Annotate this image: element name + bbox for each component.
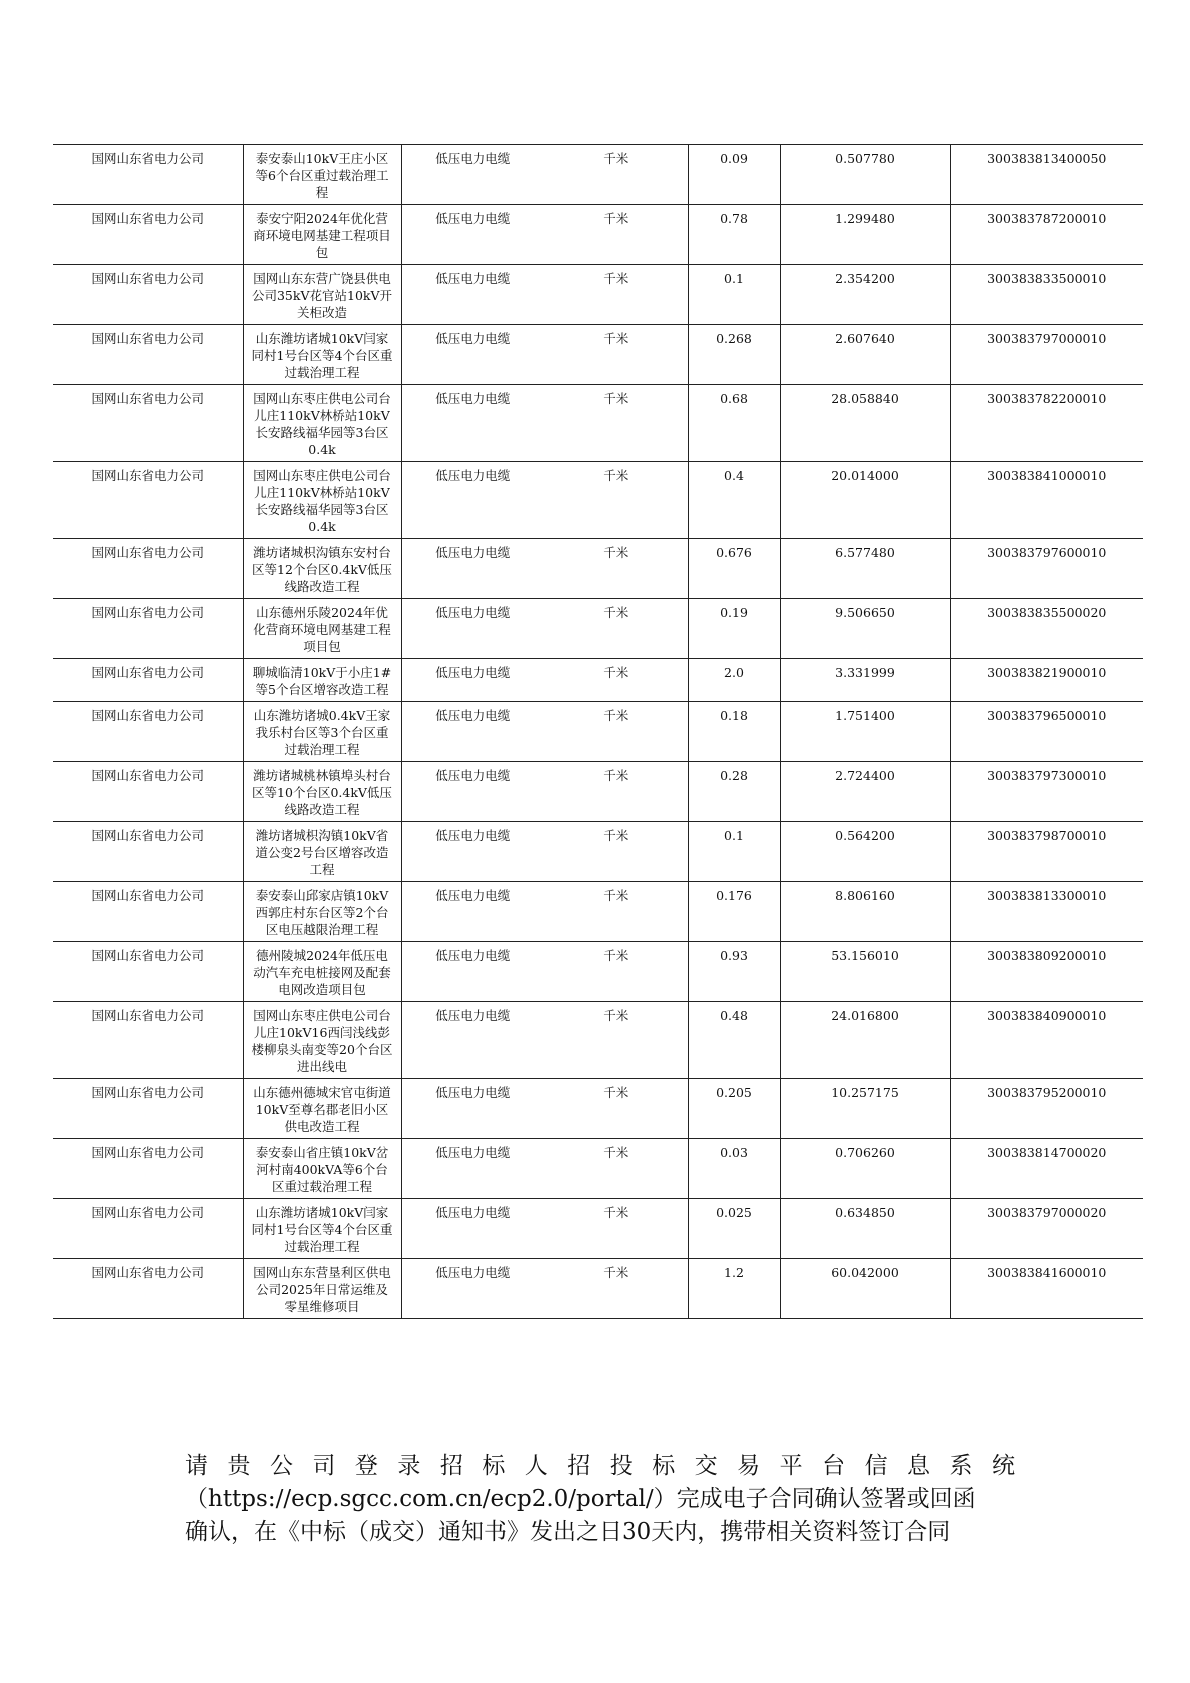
amount-cell: 9.506650 bbox=[780, 599, 950, 659]
table-row bbox=[53, 1259, 1143, 1319]
code-cell: 300383797000020 bbox=[950, 1199, 1143, 1259]
table-row bbox=[53, 1139, 1143, 1199]
company-cell: 国网山东省电力公司 bbox=[53, 822, 243, 882]
material-cell: 低压电力电缆 bbox=[401, 702, 544, 762]
amount-cell: 1.751400 bbox=[780, 702, 950, 762]
amount-cell: 0.634850 bbox=[780, 1199, 950, 1259]
unit-cell: 千米 bbox=[544, 1079, 688, 1139]
material-cell: 低压电力电缆 bbox=[401, 822, 544, 882]
code-cell: 300383797600010 bbox=[950, 539, 1143, 599]
table-row bbox=[53, 145, 1143, 205]
quantity-cell: 0.205 bbox=[688, 1079, 780, 1139]
notice-line-2: （https://ecp.sgcc.com.cn/ecp2.0/portal/）完成电子合同确认签署或回函 bbox=[185, 1486, 976, 1512]
project-name-cell: 泰安泰山邱家店镇10kV西郭庄村东台区等2个台区电压越限治理工程 bbox=[243, 882, 401, 942]
unit-cell: 千米 bbox=[544, 822, 688, 882]
code-cell: 300383813400050 bbox=[950, 145, 1143, 205]
project-name-cell: 山东德州乐陵2024年优化营商环境电网基建工程项目包 bbox=[243, 599, 401, 659]
unit-cell: 千米 bbox=[544, 265, 688, 325]
material-cell: 低压电力电缆 bbox=[401, 1199, 544, 1259]
unit-cell: 千米 bbox=[544, 1002, 688, 1079]
material-cell: 低压电力电缆 bbox=[401, 599, 544, 659]
unit-cell: 千米 bbox=[544, 599, 688, 659]
material-cell: 低压电力电缆 bbox=[401, 205, 544, 265]
project-name-cell: 泰安宁阳2024年优化营商环境电网基建工程项目包 bbox=[243, 205, 401, 265]
unit-cell: 千米 bbox=[544, 539, 688, 599]
material-cell: 低压电力电缆 bbox=[401, 462, 544, 539]
table-row bbox=[53, 1079, 1143, 1139]
unit-cell: 千米 bbox=[544, 1259, 688, 1319]
unit-cell: 千米 bbox=[544, 762, 688, 822]
code-cell: 300383795200010 bbox=[950, 1079, 1143, 1139]
quantity-cell: 0.68 bbox=[688, 385, 780, 462]
quantity-cell: 0.09 bbox=[688, 145, 780, 205]
quantity-cell: 0.18 bbox=[688, 702, 780, 762]
table-row bbox=[53, 462, 1143, 539]
company-cell: 国网山东省电力公司 bbox=[53, 762, 243, 822]
project-name-cell: 潍坊诸城枳沟镇10kV省道公变2号台区增容改造工程 bbox=[243, 822, 401, 882]
code-cell: 300383821900010 bbox=[950, 659, 1143, 702]
amount-cell: 3.331999 bbox=[780, 659, 950, 702]
unit-cell: 千米 bbox=[544, 882, 688, 942]
unit-cell: 千米 bbox=[544, 462, 688, 539]
table-row bbox=[53, 822, 1143, 882]
code-cell: 300383782200010 bbox=[950, 385, 1143, 462]
project-name-cell: 山东潍坊诸城10kV闫家同村1号台区等4个台区重过载治理工程 bbox=[243, 325, 401, 385]
code-cell: 300383797300010 bbox=[950, 762, 1143, 822]
company-cell: 国网山东省电力公司 bbox=[53, 659, 243, 702]
company-cell: 国网山东省电力公司 bbox=[53, 385, 243, 462]
unit-cell: 千米 bbox=[544, 702, 688, 762]
code-cell: 300383841000010 bbox=[950, 462, 1143, 539]
project-name-cell: 国网山东枣庄供电公司台儿庄110kV林桥站10kV长安路线福华园等3台区0.4k bbox=[243, 462, 401, 539]
amount-cell: 0.507780 bbox=[780, 145, 950, 205]
company-cell: 国网山东省电力公司 bbox=[53, 1079, 243, 1139]
quantity-cell: 0.676 bbox=[688, 539, 780, 599]
quantity-cell: 0.93 bbox=[688, 942, 780, 1002]
quantity-cell: 1.2 bbox=[688, 1259, 780, 1319]
company-cell: 国网山东省电力公司 bbox=[53, 1199, 243, 1259]
company-cell: 国网山东省电力公司 bbox=[53, 1002, 243, 1079]
table-row bbox=[53, 882, 1143, 942]
project-name-cell: 潍坊诸城枳沟镇东安村台区等12个台区0.4kV低压线路改造工程 bbox=[243, 539, 401, 599]
project-name-cell: 山东潍坊诸城0.4kV王家我乐村台区等3个台区重过载治理工程 bbox=[243, 702, 401, 762]
amount-cell: 60.042000 bbox=[780, 1259, 950, 1319]
quantity-cell: 0.4 bbox=[688, 462, 780, 539]
material-cell: 低压电力电缆 bbox=[401, 145, 544, 205]
amount-cell: 0.706260 bbox=[780, 1139, 950, 1199]
quantity-cell: 0.48 bbox=[688, 1002, 780, 1079]
code-cell: 300383798700010 bbox=[950, 822, 1143, 882]
project-name-cell: 聊城临清10kV于小庄1#等5个台区增容改造工程 bbox=[243, 659, 401, 702]
project-name-cell: 国网山东东营垦利区供电公司2025年日常运维及零星维修项目 bbox=[243, 1259, 401, 1319]
quantity-cell: 0.19 bbox=[688, 599, 780, 659]
table-row bbox=[53, 1199, 1143, 1259]
award-table-body bbox=[53, 145, 1143, 1319]
project-name-cell: 国网山东枣庄供电公司台儿庄110kV林桥站10kV长安路线福华园等3台区0.4k bbox=[243, 385, 401, 462]
unit-cell: 千米 bbox=[544, 1139, 688, 1199]
table-row bbox=[53, 325, 1143, 385]
company-cell: 国网山东省电力公司 bbox=[53, 205, 243, 265]
company-cell: 国网山东省电力公司 bbox=[53, 265, 243, 325]
amount-cell: 28.058840 bbox=[780, 385, 950, 462]
table-row bbox=[53, 1002, 1143, 1079]
company-cell: 国网山东省电力公司 bbox=[53, 599, 243, 659]
project-name-cell: 德州陵城2024年低压电动汽车充电桩接网及配套电网改造项目包 bbox=[243, 942, 401, 1002]
unit-cell: 千米 bbox=[544, 942, 688, 1002]
code-cell: 300383840900010 bbox=[950, 1002, 1143, 1079]
amount-cell: 2.724400 bbox=[780, 762, 950, 822]
material-cell: 低压电力电缆 bbox=[401, 942, 544, 1002]
table-row bbox=[53, 205, 1143, 265]
quantity-cell: 0.78 bbox=[688, 205, 780, 265]
code-cell: 300383787200010 bbox=[950, 205, 1143, 265]
code-cell: 300383797000010 bbox=[950, 325, 1143, 385]
company-cell: 国网山东省电力公司 bbox=[53, 325, 243, 385]
amount-cell: 20.014000 bbox=[780, 462, 950, 539]
table-row bbox=[53, 265, 1143, 325]
quantity-cell: 0.176 bbox=[688, 882, 780, 942]
material-cell: 低压电力电缆 bbox=[401, 539, 544, 599]
quantity-cell: 0.1 bbox=[688, 822, 780, 882]
unit-cell: 千米 bbox=[544, 325, 688, 385]
code-cell: 300383833500010 bbox=[950, 265, 1143, 325]
project-name-cell: 潍坊诸城桃林镇埠头村台区等10个台区0.4kV低压线路改造工程 bbox=[243, 762, 401, 822]
project-name-cell: 山东潍坊诸城10kV闫家同村1号台区等4个台区重过载治理工程 bbox=[243, 1199, 401, 1259]
code-cell: 300383813300010 bbox=[950, 882, 1143, 942]
material-cell: 低压电力电缆 bbox=[401, 1079, 544, 1139]
material-cell: 低压电力电缆 bbox=[401, 1139, 544, 1199]
unit-cell: 千米 bbox=[544, 385, 688, 462]
table-row bbox=[53, 702, 1143, 762]
amount-cell: 0.564200 bbox=[780, 822, 950, 882]
material-cell: 低压电力电缆 bbox=[401, 325, 544, 385]
amount-cell: 2.354200 bbox=[780, 265, 950, 325]
material-cell: 低压电力电缆 bbox=[401, 265, 544, 325]
quantity-cell: 0.28 bbox=[688, 762, 780, 822]
amount-cell: 8.806160 bbox=[780, 882, 950, 942]
code-cell: 300383814700020 bbox=[950, 1139, 1143, 1199]
code-cell: 300383796500010 bbox=[950, 702, 1143, 762]
amount-cell: 2.607640 bbox=[780, 325, 950, 385]
quantity-cell: 0.03 bbox=[688, 1139, 780, 1199]
material-cell: 低压电力电缆 bbox=[401, 762, 544, 822]
unit-cell: 千米 bbox=[544, 205, 688, 265]
notice-line-1: 请贵公司登录招标人招投标交易平台信息系统 bbox=[185, 1453, 1015, 1479]
table-row bbox=[53, 762, 1143, 822]
project-name-cell: 国网山东东营广饶县供电公司35kV花官站10kV开关柜改造 bbox=[243, 265, 401, 325]
award-table bbox=[53, 144, 1143, 1319]
table-row bbox=[53, 599, 1143, 659]
table-row bbox=[53, 659, 1143, 702]
unit-cell: 千米 bbox=[544, 145, 688, 205]
project-name-cell: 国网山东枣庄供电公司台儿庄10kV16西闫浅线彭楼柳泉头南变等20个台区进出线电 bbox=[243, 1002, 401, 1079]
quantity-cell: 0.025 bbox=[688, 1199, 780, 1259]
company-cell: 国网山东省电力公司 bbox=[53, 462, 243, 539]
company-cell: 国网山东省电力公司 bbox=[53, 1259, 243, 1319]
company-cell: 国网山东省电力公司 bbox=[53, 539, 243, 599]
amount-cell: 24.016800 bbox=[780, 1002, 950, 1079]
notice-line-3: 确认，在《中标（成交）通知书》发出之日30天内，携带相关资料签订合同 bbox=[185, 1519, 951, 1545]
material-cell: 低压电力电缆 bbox=[401, 1259, 544, 1319]
company-cell: 国网山东省电力公司 bbox=[53, 1139, 243, 1199]
project-name-cell: 山东德州德城宋官屯街道10kV至尊名郡老旧小区供电改造工程 bbox=[243, 1079, 401, 1139]
material-cell: 低压电力电缆 bbox=[401, 882, 544, 942]
material-cell: 低压电力电缆 bbox=[401, 659, 544, 702]
amount-cell: 1.299480 bbox=[780, 205, 950, 265]
company-cell: 国网山东省电力公司 bbox=[53, 942, 243, 1002]
company-cell: 国网山东省电力公司 bbox=[53, 702, 243, 762]
code-cell: 300383835500020 bbox=[950, 599, 1143, 659]
table-row bbox=[53, 385, 1143, 462]
notice-paragraph bbox=[185, 1450, 1015, 1549]
amount-cell: 53.156010 bbox=[780, 942, 950, 1002]
project-name-cell: 泰安泰山10kV王庄小区等6个台区重过载治理工程 bbox=[243, 145, 401, 205]
unit-cell: 千米 bbox=[544, 659, 688, 702]
code-cell: 300383841600010 bbox=[950, 1259, 1143, 1319]
unit-cell: 千米 bbox=[544, 1199, 688, 1259]
amount-cell: 10.257175 bbox=[780, 1079, 950, 1139]
quantity-cell: 0.268 bbox=[688, 325, 780, 385]
company-cell: 国网山东省电力公司 bbox=[53, 145, 243, 205]
material-cell: 低压电力电缆 bbox=[401, 1002, 544, 1079]
amount-cell: 6.577480 bbox=[780, 539, 950, 599]
material-cell: 低压电力电缆 bbox=[401, 385, 544, 462]
company-cell: 国网山东省电力公司 bbox=[53, 882, 243, 942]
quantity-cell: 0.1 bbox=[688, 265, 780, 325]
code-cell: 300383809200010 bbox=[950, 942, 1143, 1002]
project-name-cell: 泰安泰山省庄镇10kV岔河村南400kVA等6个台区重过载治理工程 bbox=[243, 1139, 401, 1199]
table-row bbox=[53, 539, 1143, 599]
quantity-cell: 2.0 bbox=[688, 659, 780, 702]
table-row bbox=[53, 942, 1143, 1002]
